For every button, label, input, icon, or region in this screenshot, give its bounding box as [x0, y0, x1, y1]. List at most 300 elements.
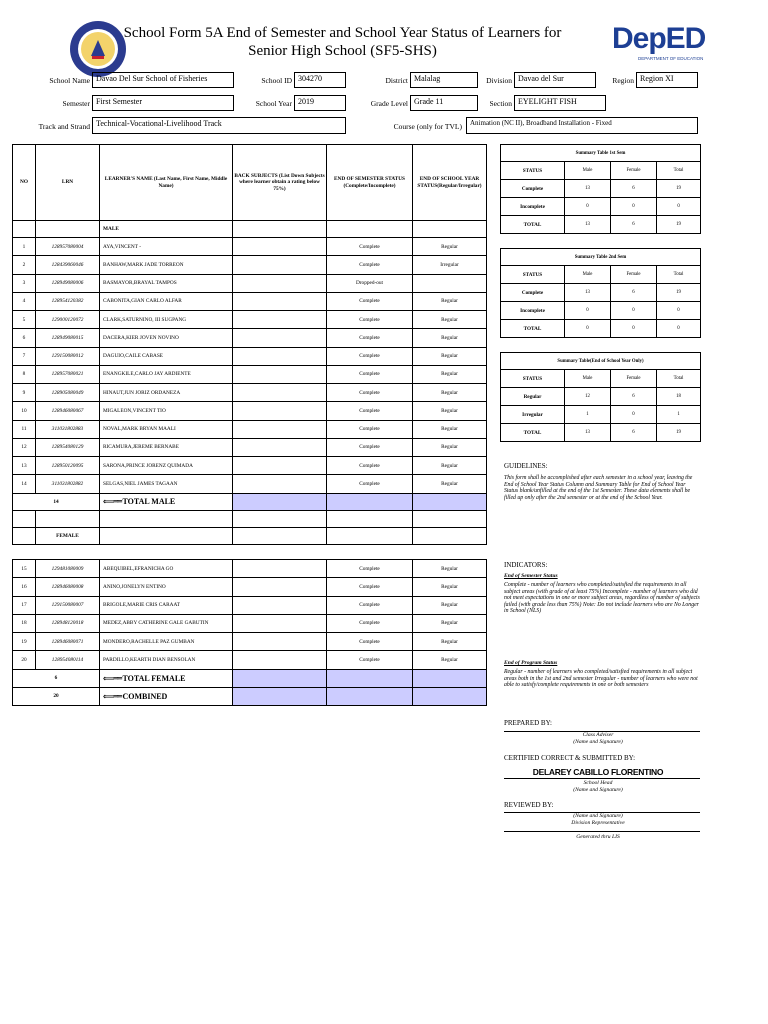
region-label: Region [612, 76, 634, 85]
row-learner-name: SARONA,PRINCE JORENZ QUIMADA [100, 457, 233, 475]
row-sy-status: Regular [413, 651, 487, 669]
row-sem-status: Complete [327, 365, 413, 383]
row-back-subjects[interactable] [233, 578, 327, 596]
row-back-subjects[interactable] [233, 238, 327, 256]
sem-status-heading: End of Semester Status [504, 573, 558, 579]
summary-row [501, 198, 701, 216]
district-field[interactable]: Malalag [410, 72, 478, 88]
summary-value: 6 [611, 180, 657, 198]
deped-subtitle: DEPARTMENT OF EDUCATION [638, 56, 704, 61]
learners-table-male [12, 144, 487, 545]
summary-title-row [501, 249, 701, 266]
prepared-by-heading: PREPARED BY: [504, 719, 552, 727]
total-male-label-cell [100, 493, 233, 510]
school-head-label: School Head [583, 780, 613, 786]
sem-status-text: Complete - number of learners who completed/satisfied the requirements in all subject areas (with grade of at least 75%) Incomplete - number of learners who did not meet expectations in one or more subject areas, regardless of number of subjects failed (with grade less than 75%) Note: Do not include learners who are No Longer in School (NLS) [504, 582, 700, 615]
row-sy-status: Regular [413, 633, 487, 651]
row-lrn: 129150080012 [36, 347, 100, 365]
summary-col-header: Male [565, 370, 611, 388]
grade-level-label: Grade Level [370, 99, 408, 108]
row-lrn: 128950120095 [36, 457, 100, 475]
table-row [13, 457, 487, 475]
summary-table-1st-sem [500, 144, 701, 234]
row-sem-status: Complete [327, 596, 413, 614]
row-back-subjects[interactable] [233, 402, 327, 420]
total-female-cell[interactable] [413, 669, 487, 687]
course-field[interactable]: Animation (NC II), Broadband Installation - Fixed [466, 117, 698, 134]
row-lrn: 128954080114 [36, 651, 100, 669]
row-learner-name: DAGUIO,CAILE CABASE [100, 347, 233, 365]
row-sy-status: Regular [413, 365, 487, 383]
summary-value: 0 [565, 320, 611, 338]
summary-value: 6 [611, 216, 657, 234]
row-back-subjects[interactable] [233, 292, 327, 310]
table-row [13, 475, 487, 493]
name-signature-label: (Name and Signature) [573, 787, 623, 793]
row-back-subjects[interactable] [233, 365, 327, 383]
summary-status-label: Incomplete [501, 198, 565, 216]
row-sem-status: Complete [327, 438, 413, 456]
row-back-subjects[interactable] [233, 274, 327, 292]
summary-title-row [501, 353, 701, 370]
row-sem-status: Complete [327, 329, 413, 347]
row-sem-status: Complete [327, 292, 413, 310]
summary-value: 13 [565, 180, 611, 198]
section-label: Section [489, 99, 512, 108]
school-id-field[interactable]: 304270 [294, 72, 346, 88]
row-sem-status: Complete [327, 384, 413, 402]
row-sy-status: Regular [413, 311, 487, 329]
generated-note: Generated thru LIS [576, 834, 620, 840]
row-number: 6 [13, 329, 36, 347]
school-head-name: DELAREY CABILLO FLORENTINO [532, 767, 664, 777]
row-learner-name: ANINO,JONELYN ENTINO [100, 578, 233, 596]
summary-col-header: Male [565, 162, 611, 180]
row-lrn: 311031802883 [36, 420, 100, 438]
combined-cell[interactable] [413, 687, 487, 705]
row-back-subjects[interactable] [233, 457, 327, 475]
summary-value: 0 [565, 198, 611, 216]
row-number: 13 [13, 457, 36, 475]
row-sem-status: Complete [327, 256, 413, 274]
combined-label: COMBINED [122, 691, 168, 701]
row-sy-status: Irregular [413, 256, 487, 274]
row-sy-status: Regular [413, 329, 487, 347]
row-sem-status: Complete [327, 457, 413, 475]
total-female-cell[interactable] [233, 669, 327, 687]
row-number: 12 [13, 438, 36, 456]
summary-row [501, 388, 701, 406]
row-learner-name: CABONITA,GIAN CARLO ALFAR [100, 292, 233, 310]
row-back-subjects[interactable] [233, 347, 327, 365]
division-rep-caption [488, 813, 708, 827]
row-sem-status: Complete [327, 475, 413, 493]
row-sy-status: Regular [413, 475, 487, 493]
col-header-sy-status: END OF SCHOOL YEAR STATUS(Regular/Irregular) [413, 145, 487, 221]
blank-row [13, 510, 487, 527]
school-id-label: School ID [261, 76, 292, 85]
summary-row [501, 180, 701, 198]
blank-cell [327, 221, 413, 238]
summary-status-label: Regular [501, 388, 565, 406]
row-sy-status: Regular [413, 596, 487, 614]
table-row [13, 238, 487, 256]
summary-status-label: Irregular [501, 406, 565, 424]
row-sem-status: Complete [327, 560, 413, 578]
blank-cell [100, 527, 233, 544]
program-status-heading: End of Program Status [504, 660, 558, 666]
left-arrow-icon: ⟸══ [103, 691, 122, 701]
reviewed-by-heading: REVIEWED BY: [504, 801, 554, 809]
learners-table-female [12, 559, 487, 706]
row-sem-status: Complete [327, 420, 413, 438]
table-row [13, 578, 487, 596]
summary-value: 13 [565, 216, 611, 234]
row-lrn: 311031802882 [36, 475, 100, 493]
row-number: 2 [13, 256, 36, 274]
total-female-label-cell [100, 669, 233, 687]
table-row [13, 633, 487, 651]
row-sem-status: Dropped-out [327, 274, 413, 292]
school-name-field[interactable]: Davao Del Sur School of Fisheries [92, 72, 234, 88]
row-learner-name: AYA,VINCENT - [100, 238, 233, 256]
summary-value: 0 [611, 302, 657, 320]
summary-value: 13 [565, 284, 611, 302]
left-arrow-icon: ⟸══ [103, 497, 122, 506]
row-back-subjects[interactable] [233, 475, 327, 493]
row-number: 1 [13, 238, 36, 256]
summary-col-header: STATUS [501, 266, 565, 284]
row-sy-status: Regular [413, 292, 487, 310]
summary-value: 0 [657, 302, 701, 320]
school-year-label: School Year [255, 99, 292, 108]
total-female-count: 6 [13, 669, 100, 687]
summary-col-header: Total [657, 162, 701, 180]
summary-value: 0 [657, 320, 701, 338]
row-number: 19 [13, 633, 36, 651]
row-lrn: 128949080015 [36, 329, 100, 347]
region-field[interactable]: Region XI [636, 72, 698, 88]
table-row [13, 311, 487, 329]
row-number: 10 [13, 402, 36, 420]
class-adviser-label: Class Adviser [582, 732, 614, 738]
guidelines-text: This form shall be accomplished after each semester in a school year, leaving the End of School Year Status Column and Summary Table for End of School Year Status blank/unfilled at the end of the 1st Semester. These data elements shall be filled up only after the 2nd semester or at the end of the School Year. [504, 475, 693, 501]
row-lrn: 128946080071 [36, 633, 100, 651]
table-row [13, 365, 487, 383]
row-lrn: 128905080049 [36, 384, 100, 402]
footer-line [504, 831, 700, 832]
summary-value: 18 [657, 388, 701, 406]
name-signature-label: (Name and Signature) [573, 739, 623, 745]
row-learner-name: SELGAS,NIEL JAMES TAGAAN [100, 475, 233, 493]
row-learner-name: NOVAL,MARK BRYAN MAALI [100, 420, 233, 438]
blank-cell [36, 510, 100, 527]
summary-title: Summary Table(End of School Year Only) [501, 353, 701, 370]
deped-logo [612, 22, 714, 70]
row-back-subjects[interactable] [233, 438, 327, 456]
row-sy-status: Regular [413, 438, 487, 456]
row-back-subjects[interactable] [233, 651, 327, 669]
summary-table-end-of-year [500, 352, 701, 442]
male-section-label: MALE [100, 221, 233, 238]
summary-value: 0 [565, 302, 611, 320]
row-learner-name: ABEQUIBEL,EFRANICHA GO [100, 560, 233, 578]
row-sem-status: Complete [327, 238, 413, 256]
total-female-row [13, 669, 487, 687]
certified-signature-line[interactable] [504, 778, 700, 779]
summary-value: 19 [657, 424, 701, 442]
row-number: 15 [13, 560, 36, 578]
row-sy-status: Regular [413, 560, 487, 578]
school-name-label: School Name [49, 76, 90, 85]
row-lrn: 128957080004 [36, 238, 100, 256]
table-row [13, 329, 487, 347]
total-male-cell[interactable] [413, 493, 487, 510]
district-label: District [385, 76, 408, 85]
row-sem-status: Complete [327, 614, 413, 632]
blank-cell [233, 221, 327, 238]
name-signature-label: (Name and Signature) [573, 813, 623, 819]
blank-cell [413, 221, 487, 238]
summary-status-label: TOTAL [501, 424, 565, 442]
row-sy-status: Regular [413, 347, 487, 365]
combined-cell[interactable] [327, 687, 413, 705]
summary-row [501, 406, 701, 424]
total-female-label: TOTAL FEMALE [122, 673, 186, 683]
summary-header-row [501, 370, 701, 388]
summary-col-header: STATUS [501, 370, 565, 388]
division-field[interactable]: Davao del Sur [514, 72, 596, 88]
row-back-subjects[interactable] [233, 256, 327, 274]
row-learner-name: BRIGOLE,MARIE CRIS CARAAT [100, 596, 233, 614]
summary-status-label: Complete [501, 284, 565, 302]
form-title [110, 24, 575, 60]
row-sem-status: Complete [327, 578, 413, 596]
row-number: 5 [13, 311, 36, 329]
deped-wordmark: DepED [612, 22, 706, 55]
row-back-subjects[interactable] [233, 329, 327, 347]
summary-value: 12 [565, 388, 611, 406]
row-back-subjects[interactable] [233, 560, 327, 578]
row-sy-status: Regular [413, 402, 487, 420]
table-row [13, 384, 487, 402]
row-sy-status: Regular [413, 614, 487, 632]
row-number: 8 [13, 365, 36, 383]
row-back-subjects[interactable] [233, 384, 327, 402]
school-head-caption [488, 780, 708, 794]
table-row [13, 438, 487, 456]
summary-col-header: Female [611, 370, 657, 388]
col-header-back-subjects: BACK SUBJECTS (List Down Subjects where learner obtain a rating below 75%) [233, 145, 327, 221]
blank-cell [233, 510, 327, 527]
course-label: Course (only for TVL) [393, 122, 462, 131]
summary-col-header: Female [611, 266, 657, 284]
semester-label: Semester [62, 99, 90, 108]
summary-table-2nd-sem [500, 248, 701, 338]
summary-title: Summary Table 1st Sem [501, 145, 701, 162]
row-lrn: 129150080007 [36, 596, 100, 614]
table-row [13, 614, 487, 632]
row-learner-name: BANHAW,MARK JADE TORREON [100, 256, 233, 274]
table-row [13, 402, 487, 420]
summary-value: 19 [657, 180, 701, 198]
total-male-label: TOTAL MALE [122, 497, 176, 506]
summary-value: 1 [565, 406, 611, 424]
grade-level-field[interactable]: Grade 11 [410, 95, 478, 111]
row-number: 3 [13, 274, 36, 292]
total-male-cell[interactable] [327, 493, 413, 510]
indicators-heading: INDICATORS: [504, 561, 548, 569]
form-title-line1: School Form 5A End of Semester and School Year Status of Learners for [123, 25, 562, 41]
row-learner-name: RICAMURA,JEREME BERNABE [100, 438, 233, 456]
row-lrn: 128957080021 [36, 365, 100, 383]
row-number: 17 [13, 596, 36, 614]
row-learner-name: HINAUT,JUN JORIZ ORDANEZA [100, 384, 233, 402]
row-learner-name: DACERA,KIER JOVEN NOVINO [100, 329, 233, 347]
row-sem-status: Complete [327, 347, 413, 365]
guidelines-heading: GUIDELINES: [504, 462, 548, 470]
table-row [13, 560, 487, 578]
row-sy-status: Regular [413, 578, 487, 596]
blank-cell [100, 510, 233, 527]
row-number: 7 [13, 347, 36, 365]
row-lrn: 128949080006 [36, 274, 100, 292]
row-number: 14 [13, 475, 36, 493]
division-rep-label: Division Representative [571, 820, 625, 826]
row-number: 18 [13, 614, 36, 632]
row-sy-status: Regular [413, 384, 487, 402]
row-lrn: 128946080067 [36, 402, 100, 420]
combined-row [13, 687, 487, 705]
summary-status-label: Complete [501, 180, 565, 198]
summary-header-row [501, 162, 701, 180]
blank-cell [413, 527, 487, 544]
col-header-lrn: LRN [36, 145, 100, 221]
total-male-row [13, 493, 487, 510]
female-section-row [13, 527, 487, 544]
summary-value: 6 [611, 284, 657, 302]
summary-col-header: Male [565, 266, 611, 284]
blank-cell [233, 527, 327, 544]
track-label: Track and Strand [38, 122, 90, 131]
col-header-no: NO [13, 145, 36, 221]
row-sem-status: Complete [327, 311, 413, 329]
row-sy-status: Regular [413, 238, 487, 256]
row-sem-status: Complete [327, 633, 413, 651]
row-back-subjects[interactable] [233, 614, 327, 632]
row-number: 20 [13, 651, 36, 669]
summary-title-row [501, 145, 701, 162]
summary-value: 0 [611, 406, 657, 424]
row-learner-name: ENANGKILE,CARLO JAY ARDIENTE [100, 365, 233, 383]
table-row [13, 596, 487, 614]
blank-cell [13, 510, 36, 527]
row-sy-status: Regular [413, 457, 487, 475]
blank-cell [327, 527, 413, 544]
summary-status-label: TOTAL [501, 216, 565, 234]
summary-col-header: Total [657, 370, 701, 388]
row-back-subjects[interactable] [233, 311, 327, 329]
summary-value: 19 [657, 216, 701, 234]
male-rows [13, 238, 487, 494]
row-back-subjects[interactable] [233, 633, 327, 651]
row-back-subjects[interactable] [233, 420, 327, 438]
track-field[interactable]: Technical-Vocational-Livelihood Track [92, 117, 346, 134]
summary-col-header: Total [657, 266, 701, 284]
row-learner-name: MONDERO,RACHELLE PAZ GUMBAN [100, 633, 233, 651]
row-lrn: 128954120382 [36, 292, 100, 310]
row-lrn: 128948120018 [36, 614, 100, 632]
summary-value: 6 [611, 388, 657, 406]
blank-cell [13, 221, 36, 238]
summary-status-label: Incomplete [501, 302, 565, 320]
summary-value: 1 [657, 406, 701, 424]
row-lrn: 128946080008 [36, 578, 100, 596]
summary-status-label: TOTAL [501, 320, 565, 338]
row-learner-name: MEDEZ,ABBY CATHERINE GALE GABUTIN [100, 614, 233, 632]
summary-col-header: STATUS [501, 162, 565, 180]
summary-value: 13 [565, 424, 611, 442]
summary-value: 6 [611, 424, 657, 442]
row-number: 9 [13, 384, 36, 402]
summary-value: 19 [657, 284, 701, 302]
row-number: 4 [13, 292, 36, 310]
row-sem-status: Complete [327, 402, 413, 420]
female-section-label: FEMALE [36, 527, 100, 544]
summary-value: 0 [657, 198, 701, 216]
blank-cell [327, 510, 413, 527]
row-number: 11 [13, 420, 36, 438]
left-arrow-icon: ⟸══ [103, 673, 122, 683]
table-row [13, 256, 487, 274]
table-row [13, 347, 487, 365]
table-header-row [13, 145, 487, 221]
row-learner-name: BASMAYOR,BRAYAL TAMPOS [100, 274, 233, 292]
semester-field[interactable]: First Semester [92, 95, 234, 111]
school-year-field[interactable]: 2019 [294, 95, 346, 111]
summary-row [501, 302, 701, 320]
blank-cell [36, 221, 100, 238]
summary-row [501, 284, 701, 302]
combined-cell[interactable] [233, 687, 327, 705]
row-learner-name: PARDILLO,KEARTH DIAN BENSOLAN [100, 651, 233, 669]
row-number: 16 [13, 578, 36, 596]
row-lrn: 128954080129 [36, 438, 100, 456]
summary-row [501, 424, 701, 442]
row-learner-name: CLARK,SATURNINO, III SUGPANG [100, 311, 233, 329]
summary-value: 0 [611, 320, 657, 338]
row-sy-status [413, 274, 487, 292]
total-male-count: 14 [13, 493, 100, 510]
row-lrn: 129481080009 [36, 560, 100, 578]
table-row [13, 651, 487, 669]
certified-heading: CERTIFIED CORRECT & SUBMITTED BY: [504, 754, 636, 762]
program-status-text: Regular - number of learners who completed/satisfied requirements in all subject areas both in the 1st and 2nd semester Irregular - number of learners who were not able to satisfy/complete requirements in one or both semesters [504, 669, 698, 689]
table-row [13, 420, 487, 438]
total-male-cell[interactable] [233, 493, 327, 510]
row-back-subjects[interactable] [233, 596, 327, 614]
summary-row [501, 216, 701, 234]
row-sy-status: Regular [413, 420, 487, 438]
summary-col-header: Female [611, 162, 657, 180]
blank-cell [413, 510, 487, 527]
row-lrn: 128439060046 [36, 256, 100, 274]
col-header-name: LEARNER'S NAME (Last Name, First Name, Middle Name) [100, 145, 233, 221]
section-field[interactable]: EYELIGHT FISH [514, 95, 606, 111]
total-female-cell[interactable] [327, 669, 413, 687]
table-row [13, 292, 487, 310]
male-section-row [13, 221, 487, 238]
